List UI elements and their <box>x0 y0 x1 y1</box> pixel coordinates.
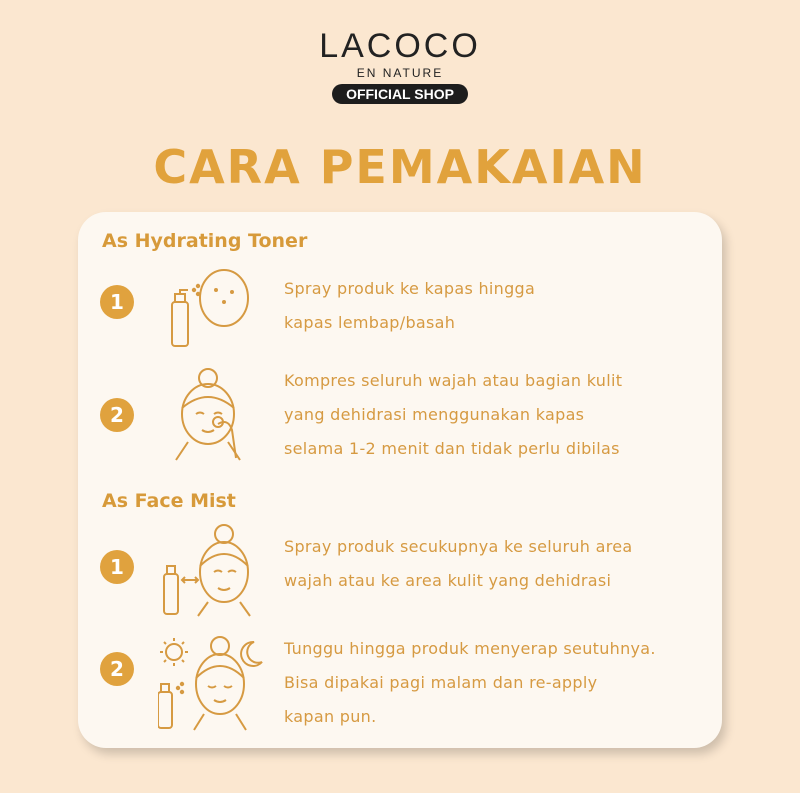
brand-header <box>0 28 800 104</box>
step-text <box>284 530 704 598</box>
step-text-line: Tunggu hingga produk menyerap seutuhnya. <box>284 639 656 658</box>
step-toner-1 <box>78 268 722 348</box>
step-text <box>284 272 704 340</box>
step-mist-1 <box>78 522 722 622</box>
official-shop-badge: OFFICIAL SHOP <box>332 84 468 104</box>
page-title: CARA PEMAKAIAN <box>153 140 647 194</box>
step-text-line: kapas lembap/basah <box>284 313 456 332</box>
step-text-line: wajah atau ke area kulit yang dehidrasi <box>284 571 612 590</box>
step-text-line: Bisa dipakai pagi malam dan re-apply <box>284 673 598 692</box>
section-title-face-mist: As Face Mist <box>102 490 236 512</box>
step-text-line: Spray produk secukupnya ke seluruh area <box>284 537 633 556</box>
step-number-badge: 2 <box>100 652 134 686</box>
step-mist-2 <box>78 632 722 732</box>
step-text-line: selama 1-2 menit dan tidak perlu dibilas <box>284 439 620 458</box>
step-text-line: Kompres seluruh wajah atau bagian kulit <box>284 371 623 390</box>
spray-bottle-cotton-pad-icon <box>158 268 258 354</box>
brand-logo-subtitle: EN NATURE <box>356 66 444 80</box>
face-sun-moon-icon <box>158 632 268 736</box>
brand-logo-name: LACOCO <box>319 27 481 65</box>
instructions-card <box>78 212 722 748</box>
step-number-badge: 2 <box>100 398 134 432</box>
section-title-hydrating-toner: As Hydrating Toner <box>102 230 308 252</box>
face-compress-icon <box>158 364 258 468</box>
step-text-line: Spray produk ke kapas hingga <box>284 279 536 298</box>
step-toner-2 <box>78 364 722 474</box>
step-text <box>284 632 704 734</box>
step-number-badge: 1 <box>100 550 134 584</box>
step-text-line: yang dehidrasi menggunakan kapas <box>284 405 585 424</box>
step-text-line: kapan pun. <box>284 707 377 726</box>
step-number-badge: 1 <box>100 285 134 319</box>
face-spray-distance-icon <box>158 522 258 622</box>
step-text <box>284 364 704 466</box>
